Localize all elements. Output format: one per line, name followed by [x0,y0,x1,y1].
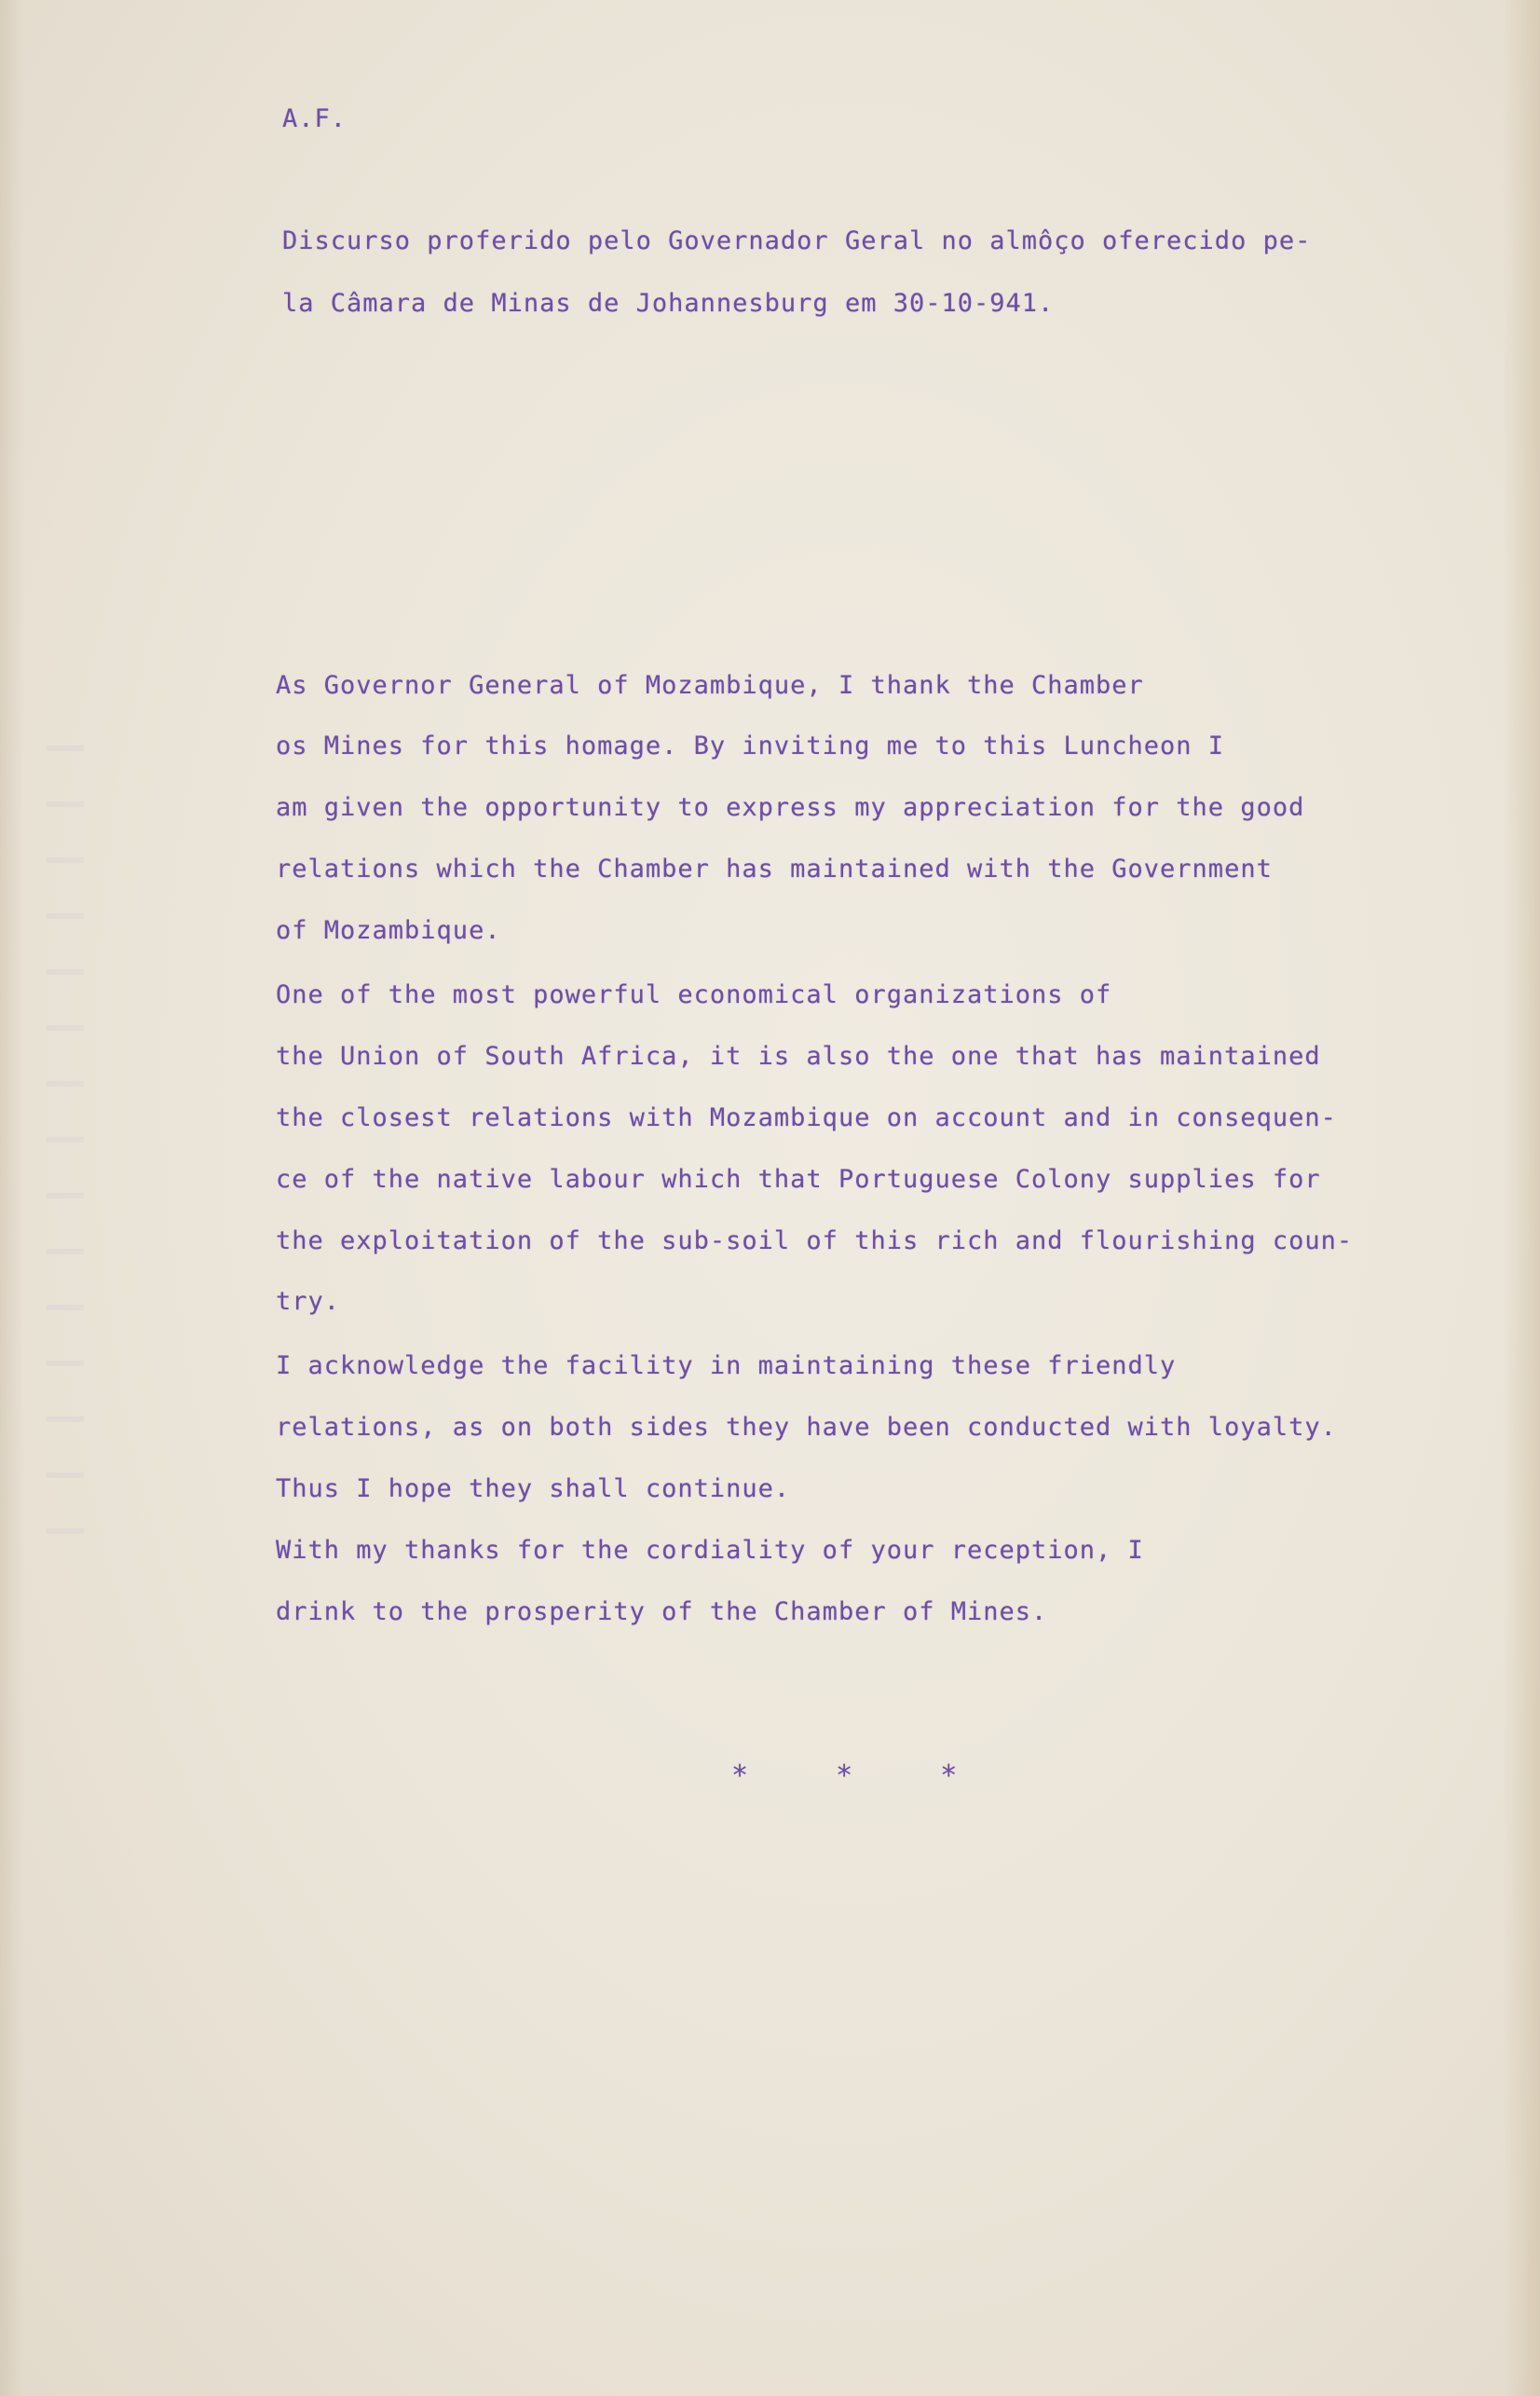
body-line: drink to the prosperity of the Chamber of Mines. [276,1597,1048,1626]
body-line: One of the most powerful economical organizations of [276,980,1112,1009]
body-line: try. [276,1287,341,1316]
body-line: the closest relations with Mozambique on account and in consequen- [276,1103,1337,1132]
body-line: With my thanks for the cordiality of your reception, I [276,1536,1144,1565]
body-line: relations which the Chamber has maintained with the Government [276,855,1273,883]
body-line: the exploitation of the sub-soil of this rich and flourishing coun- [276,1226,1354,1255]
paper-edge-left [0,0,24,2396]
ink-bleed-through [47,746,84,1584]
closing-asterisks: * * * [731,1759,993,1792]
body-line: ce of the native labour which that Portuguese Colony supplies for [276,1165,1321,1194]
body-line: relations, as on both sides they have been conducted with loyalty. [276,1413,1337,1442]
body-line: I acknowledge the facility in maintaining these friendly [276,1351,1177,1380]
title-line: Discurso proferido pelo Governador Geral no almôço oferecido pe- [282,226,1312,255]
body-line: am given the opportunity to express my appreciation for the good [276,793,1305,822]
body-line: of Mozambique. [276,916,501,945]
body-line: the Union of South Africa, it is also the one that has maintained [276,1042,1321,1071]
title-line: la Câmara de Minas de Johannesburg em 30-10-941. [282,289,1055,318]
body-line: As Governor General of Mozambique, I thank the Chamber [276,671,1144,700]
body-line: os Mines for this homage. By inviting me to this Luncheon I [276,732,1225,760]
paper-edge-right [1503,0,1540,2396]
document-reference: A.F. [282,104,348,133]
body-line: Thus I hope they shall continue. [276,1474,791,1503]
